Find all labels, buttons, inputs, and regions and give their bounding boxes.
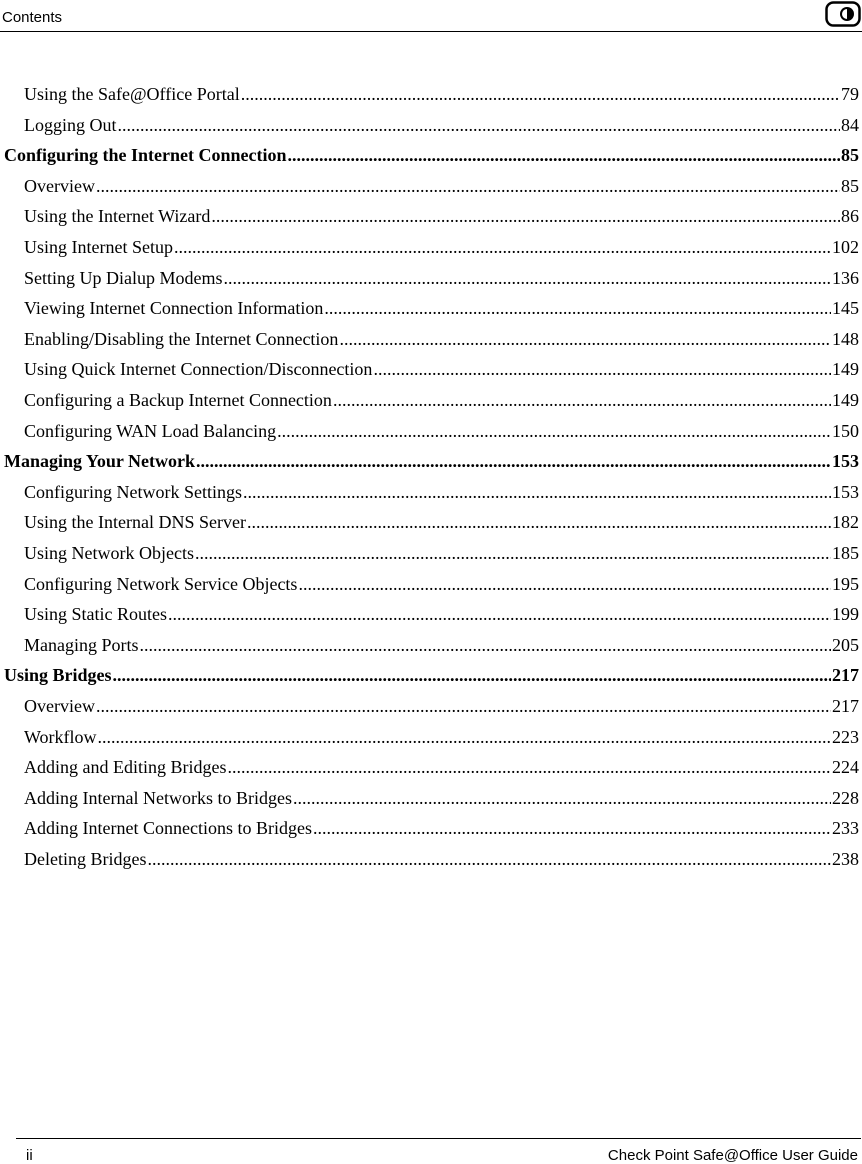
toc-entry-page: 238 — [832, 849, 859, 869]
toc-entry-page: 85 — [841, 145, 859, 166]
toc-entry-title: Managing Your Network — [4, 451, 196, 472]
toc-entry-page: 217 — [832, 665, 859, 686]
toc-section-entry[interactable] — [24, 419, 859, 443]
toc-section-entry[interactable] — [24, 786, 859, 810]
toc-dot-leader — [147, 847, 831, 871]
toc-entry-title: Adding Internet Connections to Bridges — [24, 818, 312, 839]
toc-entry-page: 217 — [832, 696, 859, 716]
toc-entry-page: 145 — [832, 298, 859, 319]
toc-section-entry[interactable] — [24, 602, 859, 626]
toc-section-entry[interactable] — [24, 357, 859, 381]
toc-section-entry[interactable] — [24, 113, 859, 137]
toc-chapter-entry[interactable] — [4, 449, 859, 473]
toc-entry-page: 149 — [832, 359, 859, 380]
toc-entry-title: Setting Up Dialup Modems — [24, 267, 223, 288]
toc-entry-page: 86 — [841, 206, 859, 227]
toc-section-entry[interactable] — [24, 204, 859, 228]
toc-section-entry[interactable] — [24, 327, 859, 351]
toc-section-entry[interactable] — [24, 633, 859, 657]
toc-entry-title: Deleting Bridges — [24, 849, 147, 869]
toc-section-entry[interactable] — [24, 816, 859, 840]
toc-section-entry[interactable] — [24, 235, 859, 259]
toc-dot-leader — [277, 419, 831, 443]
toc-dot-leader — [339, 327, 831, 351]
toc-entry-title: Configuring WAN Load Balancing — [24, 420, 277, 441]
toc-entry-page: 223 — [832, 726, 859, 747]
toc-entry-page: 233 — [832, 818, 859, 839]
toc-entry-title: Configuring Network Settings — [24, 481, 242, 502]
toc-entry-title: Logging Out — [24, 114, 117, 135]
toc-entry-page: 136 — [832, 267, 859, 288]
footer-divider — [16, 1138, 861, 1139]
toc-dot-leader — [196, 449, 831, 473]
toc-entry-title: Using the Safe@Office Portal — [24, 84, 240, 104]
toc-section-entry[interactable] — [24, 541, 859, 565]
footer-guide-title: Check Point Safe@Office User Guide — [607, 1147, 858, 1164]
toc-entry-title: Enabling/Disabling the Internet Connection — [24, 328, 339, 349]
toc-dot-leader — [313, 816, 831, 840]
toc-entry-page: 79 — [841, 84, 859, 104]
toc-dot-leader — [118, 113, 841, 137]
toc-entry-page: 195 — [832, 573, 859, 594]
toc-entry-title: Using Internet Setup — [24, 237, 173, 257]
toc-section-entry[interactable] — [24, 510, 859, 534]
toc-entry-page: 102 — [832, 237, 859, 257]
toc-entry-title: Using Quick Internet Connection/Disconnection — [24, 359, 373, 380]
toc-dot-leader — [96, 694, 831, 718]
toc-entry-page: 224 — [832, 757, 859, 778]
toc-entry-title: Workflow — [24, 726, 97, 747]
toc-dot-leader — [247, 510, 831, 534]
toc-entry-title: Using Static Routes — [24, 604, 167, 625]
toc-entry-title: Managing Ports — [24, 634, 139, 655]
toc-dot-leader — [224, 266, 832, 290]
toc-dot-leader — [227, 755, 831, 779]
toc-entry-title: Configuring Network Service Objects — [24, 573, 298, 594]
toc-section-entry[interactable] — [24, 847, 859, 871]
toc-entry-title: Using the Internal DNS Server — [24, 512, 246, 533]
toc-section-entry[interactable] — [24, 266, 859, 290]
toc-dot-leader — [333, 388, 831, 412]
toc-entry-page: 205 — [832, 634, 859, 655]
toc-section-entry[interactable] — [24, 572, 859, 596]
toc-entry-page: 84 — [841, 114, 859, 135]
toc-entry-page: 149 — [832, 390, 859, 410]
toc-entry-title: Overview — [24, 175, 95, 196]
toc-section-entry[interactable] — [24, 694, 859, 718]
toc-section-entry[interactable] — [24, 174, 859, 198]
toc-dot-leader — [168, 602, 831, 626]
toc-entry-page: 199 — [832, 604, 859, 625]
toc-dot-leader — [298, 572, 831, 596]
toc-entry-page: 85 — [841, 175, 859, 196]
toc-dot-leader — [211, 204, 840, 228]
toc-entry-page: 228 — [832, 787, 859, 808]
toc-dot-leader — [241, 82, 840, 106]
footer-page-number: ii — [26, 1147, 33, 1164]
toc-dot-leader — [96, 174, 840, 198]
toc-entry-page: 148 — [832, 328, 859, 349]
toc-section-entry[interactable] — [24, 725, 859, 749]
toc-entry-page: 150 — [832, 420, 859, 441]
page-header — [0, 0, 862, 32]
toc-dot-leader — [174, 235, 831, 259]
toc-section-entry[interactable] — [24, 296, 859, 320]
toc-entry-title: Using Network Objects — [24, 543, 194, 563]
toc-entry-title: Adding and Editing Bridges — [24, 757, 227, 778]
header-title: Contents — [2, 9, 63, 26]
toc-section-entry[interactable] — [24, 388, 859, 412]
toc-section-entry[interactable] — [24, 82, 859, 106]
toc-entry-title: Using Bridges — [4, 665, 112, 686]
toc-dot-leader — [293, 786, 831, 810]
toc-entry-page: 182 — [832, 512, 859, 533]
toc-entry-title: Viewing Internet Connection Information — [24, 298, 324, 319]
toc-entry-page: 185 — [832, 543, 859, 563]
check-point-logo-icon — [825, 1, 861, 27]
toc-section-entry[interactable] — [24, 755, 859, 779]
toc-dot-leader — [140, 633, 832, 657]
toc-dot-leader — [195, 541, 831, 565]
toc-entry-title: Overview — [24, 696, 95, 716]
toc-dot-leader — [113, 663, 831, 687]
toc-dot-leader — [288, 143, 841, 167]
toc-entry-page: 153 — [832, 481, 859, 502]
toc-entry-title: Configuring a Backup Internet Connection — [24, 390, 332, 410]
toc-chapter-entry[interactable] — [4, 663, 859, 687]
toc-chapter-entry[interactable] — [4, 143, 859, 167]
toc-dot-leader — [98, 725, 831, 749]
toc-entry-title: Configuring the Internet Connection — [4, 145, 287, 166]
toc-section-entry[interactable] — [24, 480, 859, 504]
toc-entry-title: Using the Internet Wizard — [24, 206, 211, 227]
toc-entry-title: Adding Internal Networks to Bridges — [24, 787, 292, 808]
toc-dot-leader — [324, 296, 831, 320]
toc-entry-page: 153 — [832, 451, 859, 472]
toc-dot-leader — [243, 480, 831, 504]
toc-dot-leader — [373, 357, 831, 381]
